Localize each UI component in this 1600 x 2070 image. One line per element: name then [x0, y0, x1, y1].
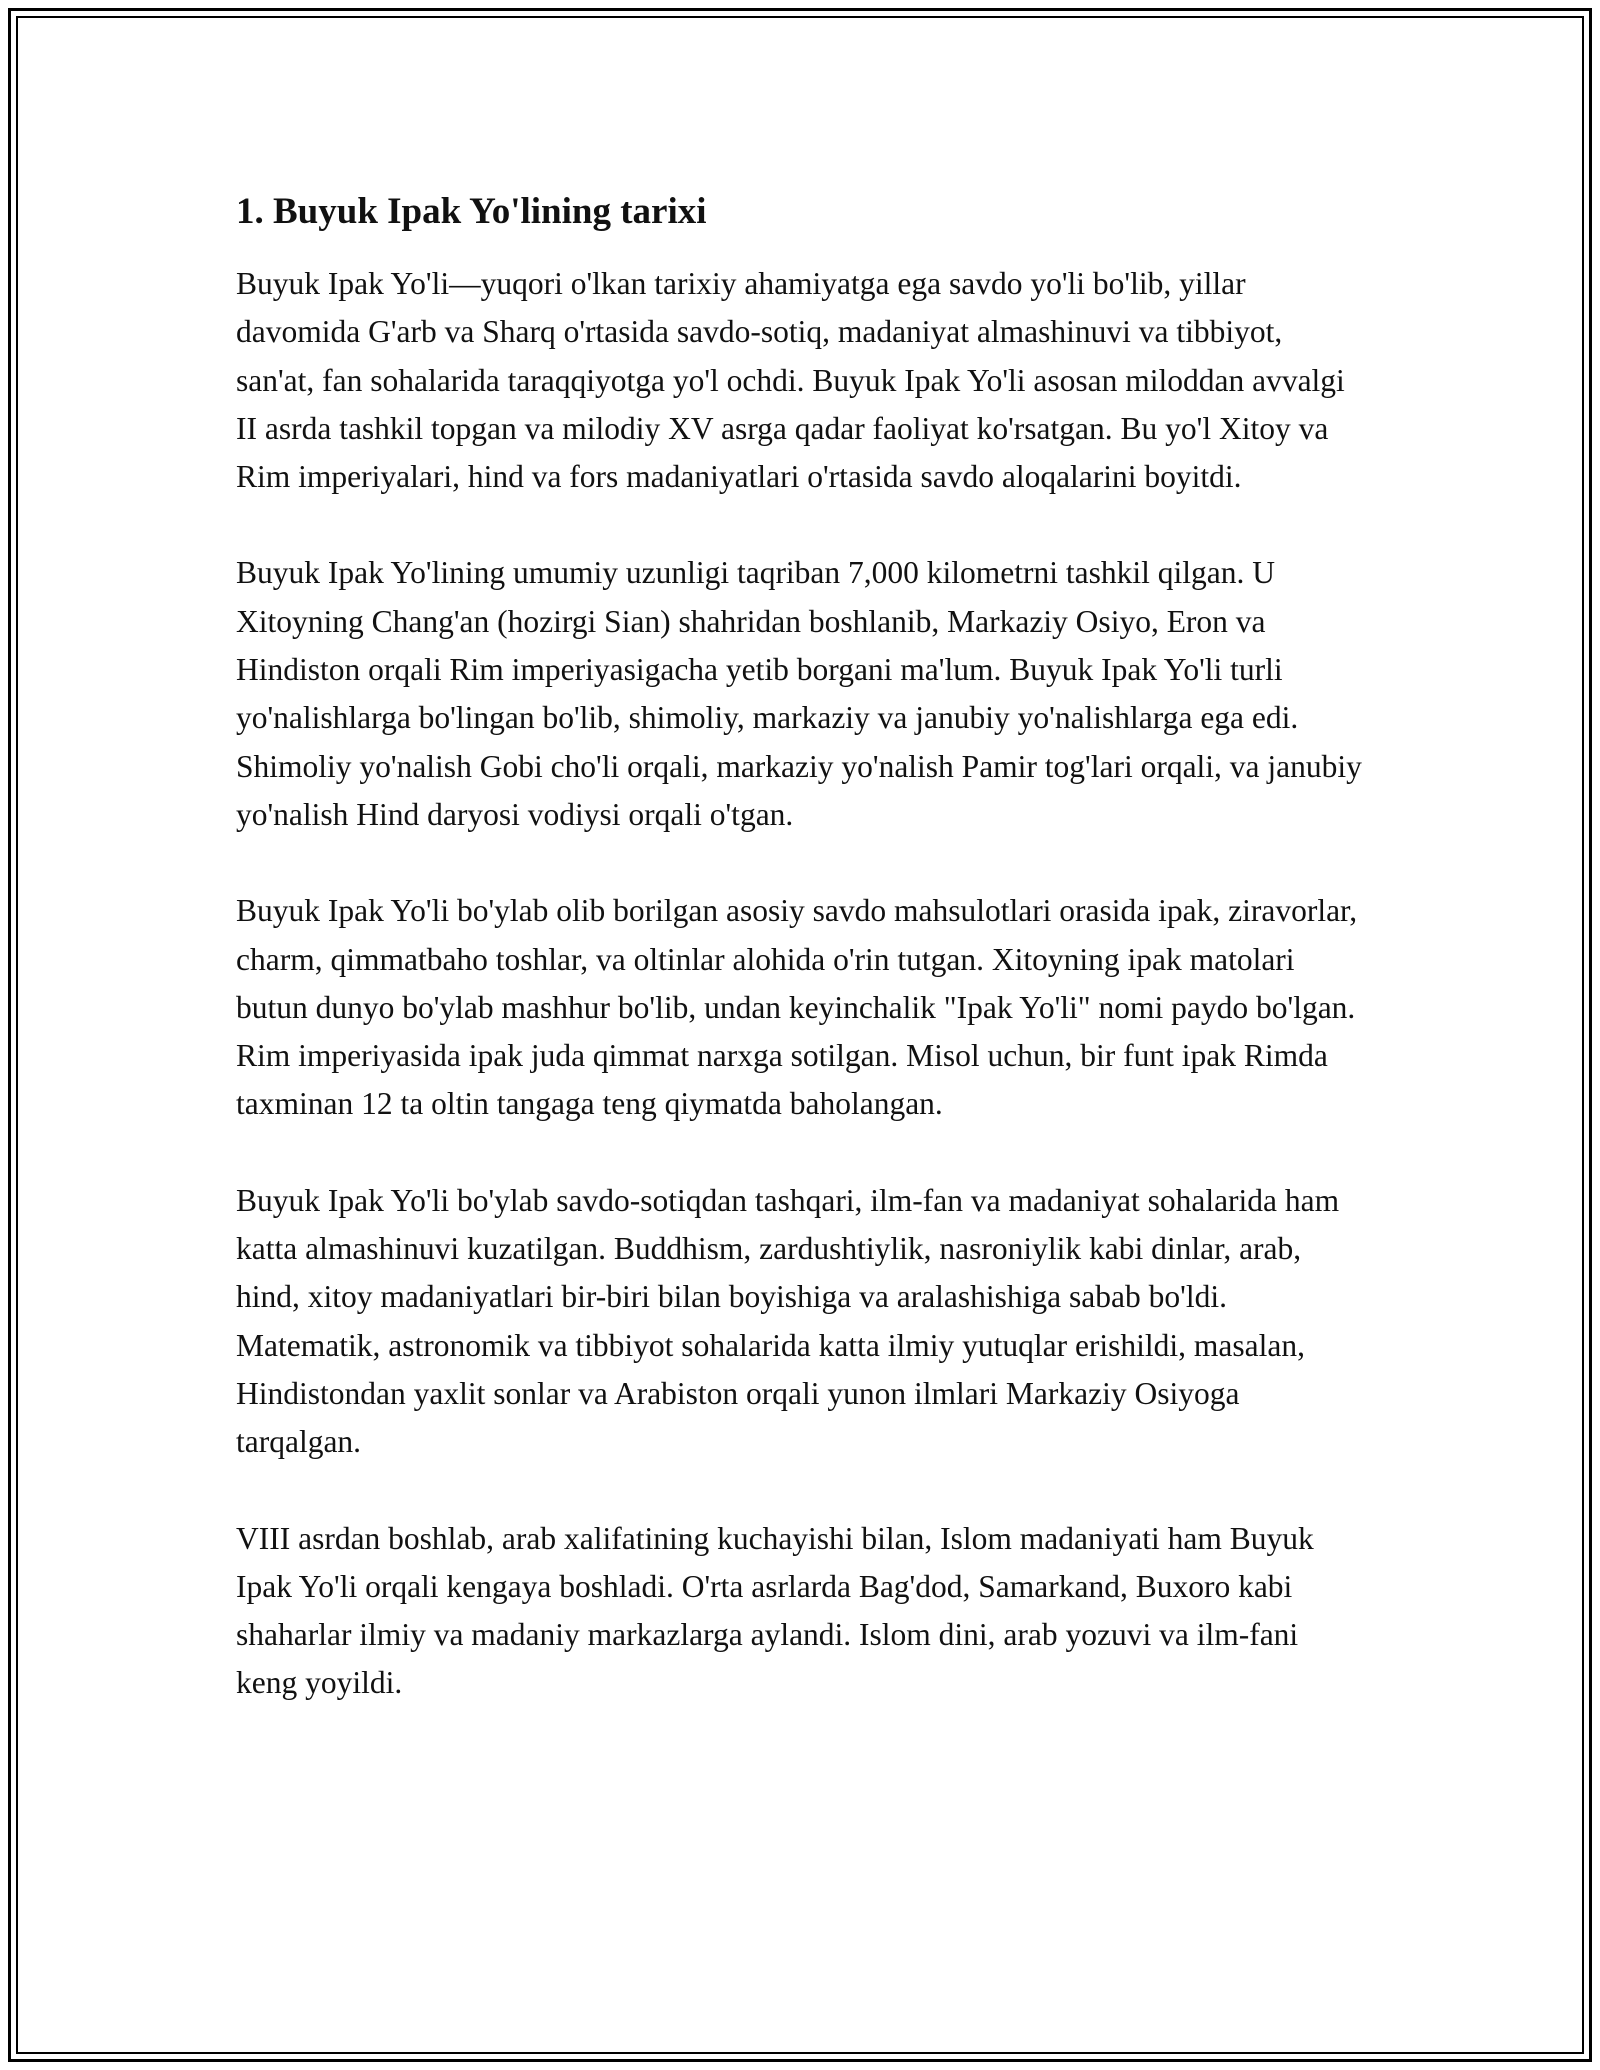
- paragraph-1: Buyuk Ipak Yo'li—yuqori o'lkan tarixiy ahamiyatga ega savdo yo'li bo'lib, yillar davomida G'arb va Sharq o'rtasida savdo-sotiq, madaniyat almashinuvi va tibbiyot, san'at, fan sohalarida taraqqiyotga yo'l ochdi. Buyuk Ipak Yo'li asosan miloddan avvalgi II asrda tashkil topgan va milodiy XV asrga qadar faoliyat ko'rsatgan. Bu yo'l Xitoy va Rim imperiyalari, hind va fors madaniyatlari o'rtasida savdo aloqalarini boyitdi.: [236, 266, 1345, 495]
- document-body: [236, 188, 1366, 1756]
- document-title: 1. Buyuk Ipak Yo'lining tarixi: [236, 191, 707, 232]
- paragraph-4: Buyuk Ipak Yo'li bo'ylab savdo-sotiqdan tashqari, ilm-fan va madaniyat sohalarida ham katta almashinuvi kuzatilgan. Buddhism, zardushtiylik, nasroniylik kabi dinlar, arab, hind, xitoy madaniyatlari bir-biri bilan boyishiga va aralashishiga sabab bo'ldi. Matematik, astronomik va tibbiyot sohalarida katta ilmiy yutuqlar erishildi, masalan, Hindistondan yaxlit sonlar va Arabiston orqali yunon ilmlari Markaziy Osiyoga tarqalgan.: [236, 1182, 1340, 1460]
- paragraph-2: Buyuk Ipak Yo'lining umumiy uzunligi taqriban 7,000 kilometrni tashkil qilgan. U Xitoyning Chang'an (hozirgi Sian) shahridan boshlanib, Markaziy Osiyo, Eron va Hindiston orqali Rim imperiyasigacha yetib borgani ma'lum. Buyuk Ipak Yo'li turli yo'nalishlarga bo'lingan bo'lib, shimoliy, markaziy va janubiy yo'nalishlarga ega edi. Shimoliy yo'nalish Gobi cho'li orqali, markaziy yo'nalish Pamir tog'lari orqali, va janubiy yo'nalish Hind daryosi vodiysi orqali o'tgan.: [236, 555, 1362, 832]
- paragraph-3: Buyuk Ipak Yo'li bo'ylab olib borilgan asosiy savdo mahsulotlari orasida ipak, ziravorlar, charm, qimmatbaho toshlar, va oltinlar alohida o'rin tutgan. Xitoyning ipak matolari butun dunyo bo'ylab mashhur bo'lib, undan keyinchalik "Ipak Yo'li" nomi paydo bo'lgan. Rim imperiyasida ipak juda qimmat narxga sotilgan. Misol uchun, bir funt ipak Rimda taxminan 12 ta oltin tangaga teng qiymatda baholangan.: [236, 893, 1358, 1122]
- paragraph-5: VIII asrdan boshlab, arab xalifatining kuchayishi bilan, Islom madaniyati ham Buyuk Ipak Yo'li orqali kengaya boshladi. O'rta asrlarda Bag'dod, Samarkand, Buxoro kabi shaharlar ilmiy va madaniy markazlarga aylandi. Islom dini, arab yozuvi va ilm-fani keng yoyildi.: [236, 1520, 1314, 1701]
